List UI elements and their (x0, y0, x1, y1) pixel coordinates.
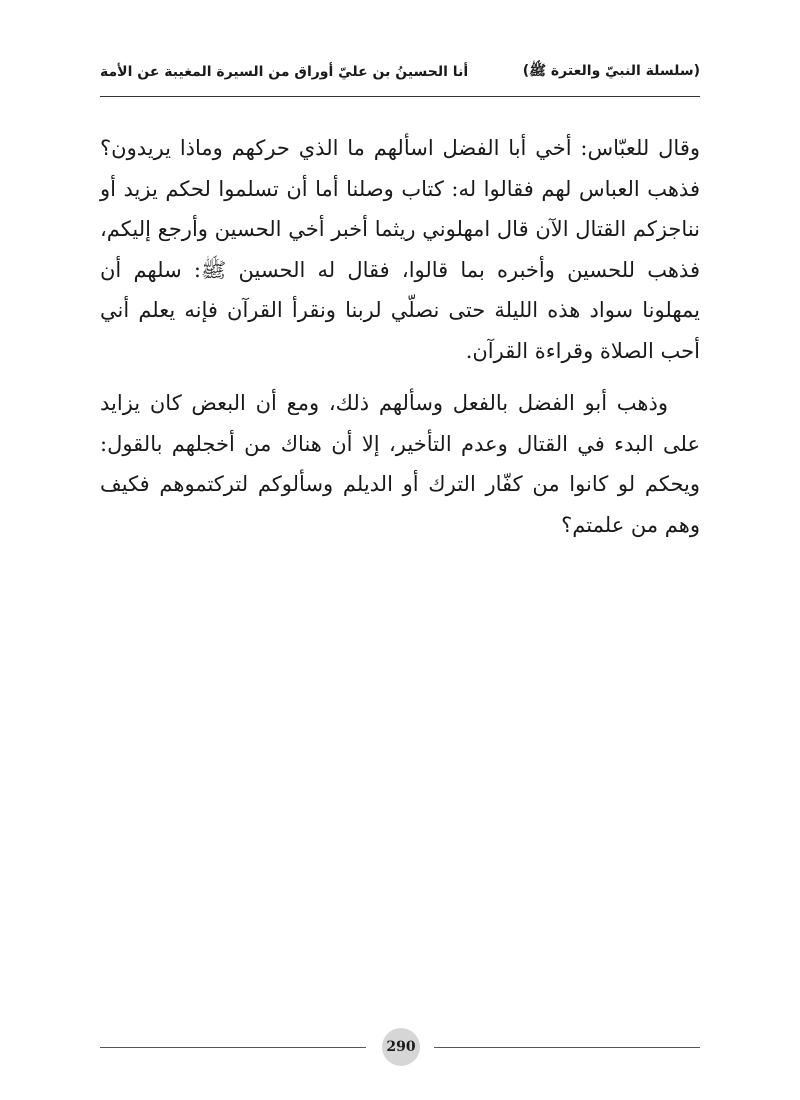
paragraph-1: وقال للعبّاس: أخي أبا الفضل اسألهم ما الذي حركهم وماذا يريدون؟ فذهب العباس لهم فقالوا له: كتاب وصلنا أما أن تسلموا لحكم يزيد أو نناجزكم القتال الآن قال امهلوني ريثما أخبر أخي الحسين وأرجع إليكم، فذهب للحسين وأخبره بما قالوا، فقال له الحسين ﷺ: سلهم أن يمهلونا سواد هذه الليلة حتى نصلّي لربنا ونقرأ القرآن فإنه يعلم أني أحب الصلاة وقراءة القرآن. (100, 136, 700, 363)
footer-divider-left (100, 1047, 366, 1048)
page-header (100, 52, 700, 92)
header-divider (100, 96, 700, 97)
series-title: (سلسلة النبيّ والعترة ﷺ) (522, 63, 700, 79)
page-number-badge (382, 1028, 420, 1066)
book-title: أنا الحسينُ بن عليّ أوراق من السيرة المغيبة عن الأمة (100, 64, 469, 80)
body-text (100, 128, 700, 557)
page-footer (100, 1026, 700, 1066)
paragraph-2: وذهب أبو الفضل بالفعل وسألهم ذلك، ومع أن البعض كان يزايد على البدء في القتال وعدم التأخير، إلا أن هناك من أخجلهم بالقول: ويحكم لو كانوا من كفّار الترك أو الديلم وسألوكم لتركتموهم فكيف وهم من علمتم؟ (100, 391, 700, 537)
footer-divider-right (434, 1047, 700, 1048)
page-number: 290 (386, 1039, 416, 1055)
